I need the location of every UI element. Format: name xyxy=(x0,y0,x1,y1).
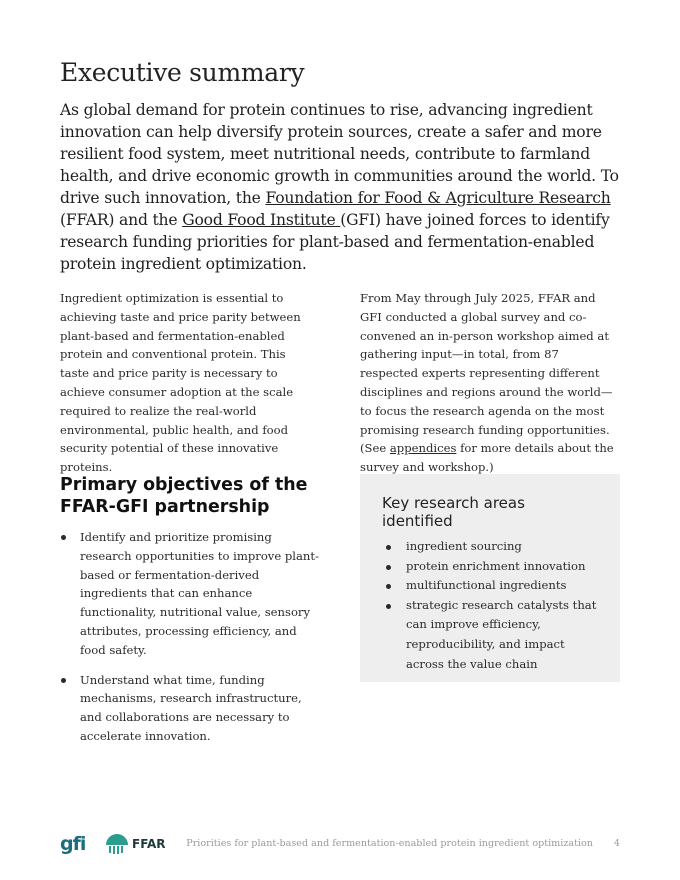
key-areas-list xyxy=(382,537,600,674)
survey-text-2: for more details about the survey and workshop.) xyxy=(360,441,614,475)
bullet-icon xyxy=(386,565,391,570)
intro-text-1: As global demand for protein continues to rise, advancing ingredient innovation can help diversify protein sources, create a safer and more resilient food system, meet nutritional needs, contribute to farmland health, and drive economic growth in communities around the world. To drive such innovation, the xyxy=(60,101,619,207)
list-item xyxy=(60,671,322,746)
appendices-link[interactable]: appendices xyxy=(389,441,457,456)
key-areas-heading: Key research areas identified xyxy=(382,494,525,530)
bullet-icon xyxy=(61,535,66,540)
gfi-link[interactable]: Good Food Institute xyxy=(182,211,341,229)
page-footer xyxy=(60,826,620,862)
running-title: Priorities for plant-based and fermentation-enabled protein ingredient optimization xyxy=(186,838,593,849)
objective-text: Identify and prioritize promising research opportunities to improve plant-based or fermentation-derived ingredients that can enhance functionality, nutritional value, sensory attributes, processing efficiency, and food safety. xyxy=(80,530,319,657)
ffar-logo xyxy=(104,830,168,858)
key-area-text: multifunctional ingredients xyxy=(406,578,567,593)
left-column xyxy=(60,289,316,477)
objectives-heading: Primary objectives of the FFAR-GFI partnership xyxy=(60,475,308,517)
right-column xyxy=(360,289,620,477)
intro-text-3: (GFI) have joined forces to identify research funding priorities for plant-based and fermentation-enabled protein ingredient optimization. xyxy=(60,211,610,273)
list-item xyxy=(382,576,600,596)
parity-paragraph: Ingredient optimization is essential to achieving taste and price parity between plant-based and fermentation-enabled protein and conventional protein. This taste and price parity is necessary to achieve consumer adoption at the scale required to realize the real-world environmental, public health, and food security potential of these innovative proteins. xyxy=(60,291,301,475)
list-item xyxy=(382,537,600,557)
list-item xyxy=(382,596,600,674)
intro-text-2: (FFAR) and the xyxy=(60,211,183,229)
ffar-logo-text: FFAR xyxy=(132,837,166,851)
key-area-text: ingredient sourcing xyxy=(406,539,522,553)
list-item xyxy=(382,557,600,577)
bullet-icon xyxy=(386,604,391,609)
survey-text-1: From May through July 2025, FFAR and GFI conducted a global survey and co-convened an in-person workshop aimed at gathering input—in total, from 87 respected experts representing different disciplines and regions around the world—to focus the research agenda on the most promising research funding opportunities. (See xyxy=(360,291,613,456)
list-item xyxy=(60,528,322,660)
gfi-logo xyxy=(60,830,88,860)
objective-text: Understand what time, funding mechanisms, research infrastructure, and collaborations are necessary to accelerate innovation. xyxy=(80,672,302,743)
key-area-text: strategic research catalysts that can improve efficiency, reproducibility, and impact across the value chain xyxy=(406,597,597,671)
intro-paragraph xyxy=(60,99,620,275)
ffar-mark-icon xyxy=(104,831,130,857)
survey-paragraph xyxy=(360,289,620,477)
page-number: 4 xyxy=(613,838,620,849)
key-area-text: protein enrichment innovation xyxy=(406,558,586,573)
bullet-icon xyxy=(61,678,66,683)
gfi-logo-text: gfi xyxy=(60,833,86,855)
objectives-list xyxy=(60,528,322,757)
ffar-link[interactable]: Foundation for Food & Agriculture Research xyxy=(265,189,611,207)
bullet-icon xyxy=(386,584,391,589)
page-title: Executive summary xyxy=(60,58,305,87)
key-research-areas-box xyxy=(360,474,620,682)
bullet-icon xyxy=(386,545,391,550)
